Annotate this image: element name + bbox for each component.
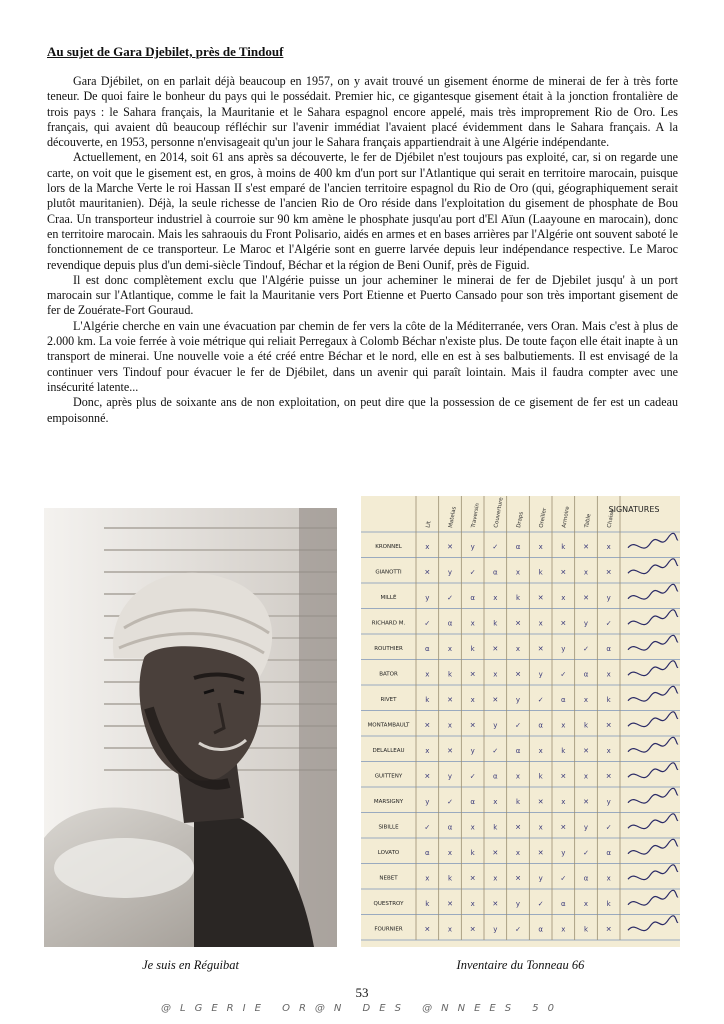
inventory-mark: x (447, 644, 453, 653)
inventory-mark: ✕ (605, 925, 612, 934)
inventory-mark: k (493, 619, 498, 628)
inventory-mark: x (561, 797, 566, 806)
inventory-mark: α (515, 542, 521, 551)
inventory-mark: y (561, 644, 566, 653)
inventory-mark: ✓ (447, 593, 453, 602)
inventory-mark: α (583, 670, 589, 679)
inventory-mark: ✓ (560, 670, 567, 679)
inventory-mark: ✕ (605, 772, 612, 781)
inventory-mark: y (606, 797, 611, 806)
inventory-name: ROUTHIER (374, 645, 403, 652)
inventory-mark: k (493, 823, 498, 832)
inventory-mark: y (425, 797, 430, 806)
inventory-column-header: Matelas (448, 506, 458, 529)
inventory-mark: y (515, 695, 521, 704)
inventory-mark: x (515, 772, 521, 781)
inventory-mark: y (447, 772, 453, 781)
inventory-mark: x (515, 848, 521, 857)
inventory-mark: x (583, 772, 589, 781)
inventory-mark: k (515, 593, 521, 602)
inventory-column-header: Table (584, 513, 593, 529)
inventory-name: FOURNIER (374, 926, 403, 933)
inventory-mark: α (470, 797, 475, 806)
inventory-name: MONTAMBAULT (367, 722, 410, 729)
inventory-mark: x (470, 899, 475, 908)
inventory-mark: ✕ (469, 874, 476, 883)
inventory-mark: ✓ (424, 823, 431, 832)
inventory-mark: ✓ (469, 568, 476, 577)
inventory-mark: ✕ (447, 542, 453, 551)
inventory-mark: k (470, 848, 475, 857)
paragraph-3: Il est donc complètement exclu que l'Algérie puisse un jour acheminer le minerai de fer de Djebilet jusqu' à un port marocain sur l'Atlantique, comme le fait la Mauritanie vers Port Etienne et Puerto Cansado pour son très important gisement de fer de Zouérate-Fort Gouraud. (47, 272, 678, 318)
inventory-mark: x (425, 542, 430, 551)
article-body (47, 74, 678, 426)
inventory-name: QUESTROY (373, 900, 404, 907)
inventory-mark: ✕ (560, 823, 567, 832)
inventory-mark: x (515, 568, 521, 577)
inventory-mark: ✕ (447, 746, 453, 755)
page-footer: @LGERIE OR@N DES @NNEES 50 (161, 1003, 563, 1014)
inventory-mark: ✓ (583, 644, 589, 653)
inventory-mark: x (493, 593, 498, 602)
inventory-mark: y (493, 721, 498, 730)
inventory-mark: α (561, 695, 566, 704)
inventory-name: MARSIGNY (373, 798, 404, 805)
inventory-mark: ✕ (515, 823, 521, 832)
inventory-mark: x (606, 874, 611, 883)
inventory-mark: ✓ (469, 772, 476, 781)
inventory-name: RICHARD M. (371, 620, 406, 627)
inventory-sheet-photo (361, 496, 680, 947)
inventory-mark: α (447, 823, 453, 832)
paragraph-4: L'Algérie cherche en vain une évacuation par chemin de fer vers la côte de la Méditerranée, vers Oran. Mais c'est à plus de 2.000 km. La voie ferrée à voie métrique qui reliait Perregaux à Colomb Béchar n'existe plus. De toute façon elle était inapte à un transport de minerai. Une nouvelle voie a été créé entre Béchar et le nord, elle en est à ses balbutiements. Il est envisagé de la continuer vers Tindouf pour évacuer le fer de Djébilet, dans un avenir qui paraît lointain. Mais il faudra compter avec une insécurité latente... (47, 318, 678, 394)
paragraph-1: Gara Djébilet, on en parlait déjà beaucoup en 1957, on y avait trouvé un gisement énorme de minerai de fer à très forte teneur. De quoi faire le bonheur du pays qui le possédait. Premier hic, ce gigantesque gisement était à la jonction frontalière de trois pays : le Sahara français, la Mauritanie et le Sahara espagnol encore appelé, mais très improprement Rio de Oro. Les français, qui avaient dû beaucoup réfléchir sur l'avenir immédiat l'avaient placé évidemment dans le Sahara français. A la découverte, en 1953, personne n'envisageait qu'un jour le Sahara français appartiendrait à une Algérie indépendante. (47, 74, 678, 150)
inventory-mark: k (606, 695, 611, 704)
paragraph-2: Actuellement, en 2014, soit 61 ans après sa découverte, le fer de Djébilet n'est toujours pas exploité, car, si on regarde une carte, on voit que le gisement est, en gros, à moins de 400 km d'un port sur l'Atlantique qui serait en territoire marocain, puisque lors de la Marche Verte le roi Hassan II s'est emparé de l'ancien territoire espagnol du Rio de Oro (qui, géographiquement serait plutôt mauritanien). Déjà, la seule richesse de l'ancien Rio de Oro réside dans l'exploitation du gisement de phosphate de Bou Craa. Un transporteur industriel à courroie sur 90 km amène le phosphate jusqu'au port d'El Aïun (Laayoune en marocain), donc en territoire marocain. Mais les sahraouis du Front Polisario, aidés en armes et en bases arrières par l'Algérie ont souvent saboté le fonctionnement de ce transporteur. Le Maroc et l'Algérie sont en guerre larvée depuis leur indépendance respective. Le Maroc revendique depuis plus d'un demi-siècle Tindouf, Béchar et la région de Beni Ounif, près de Figuid. (47, 150, 678, 272)
inventory-mark: x (561, 925, 566, 934)
inventory-mark: ✕ (424, 772, 431, 781)
inventory-name: GIANOTTI (375, 569, 402, 576)
inventory-column-header: Lit (425, 520, 433, 529)
inventory-mark: α (561, 899, 566, 908)
inventory-mark: α (493, 568, 498, 577)
paragraph-5: Donc, après plus de soixante ans de non exploitation, on peut dire que la possession de ce gisement de fer est un cadeau empoisonné. (47, 395, 678, 425)
inventory-mark: ✕ (560, 619, 567, 628)
inventory-name: LOVATO (377, 849, 400, 856)
inventory-mark: ✕ (492, 644, 499, 653)
inventory-mark: y (447, 568, 453, 577)
inventory-name: DELALLEAU (372, 747, 405, 754)
inventory-mark: x (493, 670, 498, 679)
article-title: Au sujet de Gara Djebilet, près de Tindouf (47, 44, 284, 59)
inventory-mark: ✕ (537, 644, 544, 653)
inventory-mark: x (538, 746, 543, 755)
inventory-mark: ✕ (447, 695, 453, 704)
inventory-name: GUITTENY (374, 773, 403, 780)
inventory-mark: ✕ (469, 670, 476, 679)
inventory-mark: α (447, 619, 453, 628)
inventory-mark: x (447, 721, 453, 730)
inventory-mark: α (515, 746, 521, 755)
inventory-mark: α (606, 848, 611, 857)
inventory-mark: ✓ (515, 721, 521, 730)
inventory-mark: x (538, 542, 543, 551)
inventory-mark: ✕ (424, 568, 431, 577)
inventory-mark: x (425, 874, 430, 883)
inventory-mark: x (583, 899, 589, 908)
inventory-mark: ✕ (447, 899, 453, 908)
inventory-mark: ✕ (560, 772, 567, 781)
inventory-mark: ✕ (424, 721, 431, 730)
inventory-mark: y (583, 823, 589, 832)
inventory-name: NEBET (379, 875, 398, 882)
inventory-mark: x (606, 746, 611, 755)
inventory-mark: y (561, 848, 566, 857)
inventory-mark: x (425, 746, 430, 755)
inventory-mark: ✕ (424, 925, 431, 934)
inventory-mark: ✕ (469, 721, 476, 730)
inventory-mark: k (538, 568, 543, 577)
inventory-mark: ✕ (469, 925, 476, 934)
inventory-mark: α (493, 772, 498, 781)
inventory-mark: y (493, 925, 498, 934)
inventory-mark: ✕ (537, 593, 544, 602)
inventory-column-header: Chaise (606, 509, 616, 529)
inventory-mark: ✕ (605, 568, 612, 577)
inventory-mark: x (515, 644, 521, 653)
inventory-mark: ✕ (583, 797, 589, 806)
inventory-mark: ✕ (492, 848, 499, 857)
inventory-mark: x (493, 797, 498, 806)
inventory-mark: x (425, 670, 430, 679)
inventory-mark: ✓ (492, 542, 499, 551)
inventory-mark: α (425, 644, 430, 653)
inventory-mark: k (470, 644, 475, 653)
inventory-column-header: Armoire (561, 505, 572, 529)
inventory-mark: ✓ (537, 899, 544, 908)
inventory-name: BATOR (379, 671, 398, 678)
inventory-mark: ✕ (492, 695, 499, 704)
inventory-mark: y (538, 874, 543, 883)
inventory-mark: x (606, 670, 611, 679)
inventory-mark: ✓ (605, 823, 612, 832)
portrait-illustration (44, 508, 337, 947)
inventory-mark: ✓ (583, 848, 589, 857)
inventory-sheet (361, 496, 680, 947)
inventory-mark: k (447, 670, 453, 679)
inventory-mark: y (606, 593, 611, 602)
inventory-column-header: Oreiller (538, 507, 549, 529)
inventory-mark: k (425, 695, 430, 704)
inventory-mark: k (606, 899, 611, 908)
inventory-mark: ✕ (515, 670, 521, 679)
inventory-mark: k (561, 542, 566, 551)
caption-inventory: Inventaire du Tonneau 66 (456, 958, 585, 972)
inventory-mark: ✕ (583, 593, 589, 602)
inventory-name: SIBILLE (378, 824, 399, 831)
inventory-mark: k (515, 797, 521, 806)
inventory-mark: y (470, 746, 475, 755)
inventory-mark: ✓ (605, 619, 612, 628)
inventory-mark: α (538, 721, 543, 730)
inventory-mark: k (425, 899, 430, 908)
inventory-mark: k (583, 721, 589, 730)
inventory-mark: ✕ (537, 848, 544, 857)
inventory-name: MILLÉ (380, 594, 397, 601)
inventory-mark: ✓ (515, 925, 521, 934)
inventory-mark: x (470, 823, 475, 832)
inventory-mark: k (561, 746, 566, 755)
inventory-mark: x (493, 874, 498, 883)
inventory-name: RIVET (380, 696, 397, 703)
inventory-mark: ✓ (492, 746, 499, 755)
inventory-mark: α (425, 848, 430, 857)
inventory-mark: y (538, 670, 543, 679)
inventory-mark: ✓ (447, 797, 453, 806)
inventory-mark: ✕ (583, 542, 589, 551)
inventory-mark: k (538, 772, 543, 781)
inventory-mark: ✕ (583, 746, 589, 755)
inventory-mark: x (561, 721, 566, 730)
inventory-mark: x (583, 695, 589, 704)
inventory-mark: α (538, 925, 543, 934)
inventory-mark: ✕ (515, 874, 521, 883)
inventory-mark: ✓ (560, 874, 567, 883)
inventory-mark: ✕ (537, 797, 544, 806)
inventory-mark: x (447, 925, 453, 934)
inventory-mark: x (447, 848, 453, 857)
inventory-mark: x (561, 593, 566, 602)
inventory-mark: x (606, 542, 611, 551)
inventory-mark: k (447, 874, 453, 883)
portrait-photo (44, 508, 337, 947)
inventory-mark: ✕ (605, 721, 612, 730)
inventory-mark: ✕ (492, 899, 499, 908)
page-number: 53 (355, 985, 369, 1000)
inventory-mark: y (583, 619, 589, 628)
inventory-column-header: Couverture (493, 497, 505, 529)
inventory-mark: x (470, 619, 475, 628)
inventory-column-header: Draps (516, 511, 525, 529)
inventory-mark: ✓ (537, 695, 544, 704)
inventory-mark: y (470, 542, 475, 551)
inventory-mark: x (583, 568, 589, 577)
inventory-mark: α (583, 874, 589, 883)
inventory-column-header: Traversin (470, 502, 481, 529)
inventory-mark: α (606, 644, 611, 653)
inventory-mark: x (538, 823, 543, 832)
inventory-mark: α (470, 593, 475, 602)
inventory-mark: x (538, 619, 543, 628)
inventory-mark: x (470, 695, 475, 704)
inventory-mark: ✕ (560, 568, 567, 577)
inventory-mark: ✓ (424, 619, 431, 628)
inventory-mark: y (515, 899, 521, 908)
caption-portrait: Je suis en Réguibat (142, 958, 239, 972)
inventory-mark: y (425, 593, 430, 602)
inventory-mark: k (583, 925, 589, 934)
inventory-mark: ✕ (515, 619, 521, 628)
signatures-header: SIGNATURES (608, 505, 660, 514)
inventory-name: KRONNEL (375, 543, 402, 550)
